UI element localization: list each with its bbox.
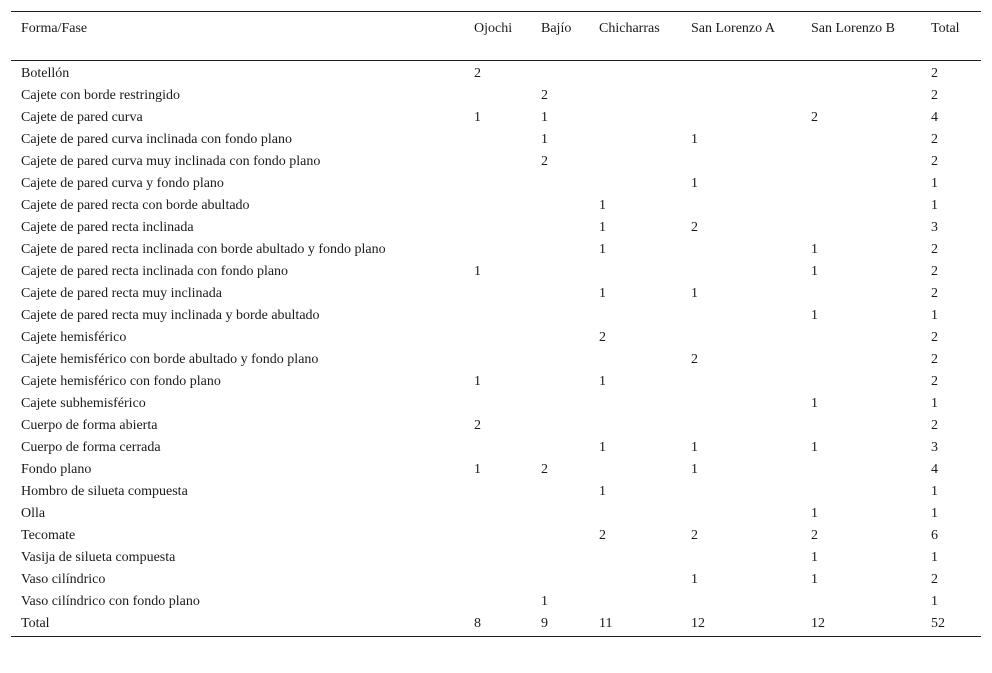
- cell-total: 2: [931, 154, 938, 169]
- cell-san-lorenzo-b: 1: [811, 572, 818, 587]
- cell-forma: Hombro de silueta compuesta: [21, 484, 188, 499]
- cell-total: 1: [931, 550, 938, 565]
- cell-san-lorenzo-b: 1: [811, 506, 818, 521]
- cell-forma: Botellón: [21, 66, 70, 81]
- cell-san-lorenzo-b: [801, 350, 921, 372]
- cell-forma: Cajete subhemisférico: [21, 396, 146, 411]
- cell-chicharras: 1: [599, 242, 606, 257]
- cell-san-lorenzo-b: 12: [811, 616, 825, 631]
- table-row: [11, 108, 981, 130]
- cell-ojochi: 2: [474, 66, 481, 81]
- cell-total: 1: [931, 308, 938, 323]
- cell-san-lorenzo-b: [801, 61, 921, 87]
- cell-san-lorenzo-b: [801, 592, 921, 614]
- table-row: [11, 394, 981, 416]
- cell-chicharras: 2: [599, 528, 606, 543]
- table-row: [11, 570, 981, 592]
- cell-forma: Cajete de pared curva y fondo plano: [21, 176, 224, 191]
- cell-chicharras: 1: [599, 374, 606, 389]
- cell-forma: Vasija de silueta compuesta: [21, 550, 176, 565]
- cell-total: 2: [931, 572, 938, 587]
- cell-chicharras: 1: [599, 286, 606, 301]
- cell-san-lorenzo-a: [681, 504, 801, 526]
- cell-san-lorenzo-b: [801, 196, 921, 218]
- cell-san-lorenzo-b: 2: [811, 528, 818, 543]
- cell-forma: Olla: [21, 506, 46, 521]
- cell-total: 2: [931, 418, 938, 433]
- cell-total: 1: [931, 396, 938, 411]
- table-container: [11, 11, 981, 637]
- cell-forma: Vaso cilíndrico: [21, 572, 106, 587]
- cell-bajio: 1: [541, 110, 548, 125]
- table-row: [11, 438, 981, 460]
- cell-ojochi: [464, 482, 531, 504]
- cell-bajio: [531, 196, 589, 218]
- cell-forma: Cajete hemisférico: [21, 330, 127, 345]
- cell-forma: Cajete hemisférico con borde abultado y fondo plano: [21, 352, 319, 367]
- cell-san-lorenzo-a: 2: [691, 220, 698, 235]
- cell-san-lorenzo-a: 1: [691, 286, 698, 301]
- cell-ojochi: [464, 394, 531, 416]
- cell-ojochi: [464, 152, 531, 174]
- table-row: [11, 130, 981, 152]
- header-total: Total: [931, 21, 960, 36]
- header-row: [11, 12, 981, 61]
- cell-ojochi: 2: [474, 418, 481, 433]
- cell-total: 2: [931, 242, 938, 257]
- cell-ojochi: [464, 306, 531, 328]
- cell-chicharras: 2: [599, 330, 606, 345]
- cell-ojochi: [464, 86, 531, 108]
- table-row: [11, 61, 981, 87]
- cell-chicharras: [589, 86, 681, 108]
- cell-san-lorenzo-b: 1: [811, 396, 818, 411]
- cell-total: 2: [931, 286, 938, 301]
- cell-bajio: [531, 504, 589, 526]
- table-row: [11, 460, 981, 482]
- table-row: [11, 306, 981, 328]
- cell-san-lorenzo-b: 1: [811, 440, 818, 455]
- table-row: [11, 482, 981, 504]
- cell-ojochi: 8: [474, 616, 481, 631]
- cell-bajio: [531, 306, 589, 328]
- cell-bajio: [531, 548, 589, 570]
- header-san-lorenzo-b: San Lorenzo B: [811, 21, 895, 36]
- cell-san-lorenzo-a: [681, 482, 801, 504]
- cell-chicharras: 1: [599, 440, 606, 455]
- cell-bajio: [531, 526, 589, 548]
- cell-chicharras: [589, 130, 681, 152]
- cell-chicharras: [589, 306, 681, 328]
- cell-chicharras: [589, 394, 681, 416]
- cell-forma: Vaso cilíndrico con fondo plano: [21, 594, 200, 609]
- cell-ojochi: [464, 570, 531, 592]
- cell-chicharras: 11: [599, 616, 613, 631]
- cell-san-lorenzo-b: [801, 130, 921, 152]
- table-row: [11, 262, 981, 284]
- cell-bajio: 1: [541, 594, 548, 609]
- cell-chicharras: [589, 570, 681, 592]
- cell-forma: Cajete de pared recta inclinada con fondo plano: [21, 264, 289, 279]
- table-row: [11, 350, 981, 372]
- cell-chicharras: [589, 152, 681, 174]
- cell-san-lorenzo-b: 1: [811, 242, 818, 257]
- cell-forma: Cajete de pared curva muy inclinada con fondo plano: [21, 154, 321, 169]
- cell-forma: Cajete de pared recta con borde abultado: [21, 198, 250, 213]
- cell-san-lorenzo-a: [681, 240, 801, 262]
- cell-san-lorenzo-b: [801, 284, 921, 306]
- cell-bajio: 2: [541, 154, 548, 169]
- cell-san-lorenzo-a: [681, 196, 801, 218]
- cell-ojochi: [464, 174, 531, 196]
- header-chicharras: Chicharras: [599, 21, 660, 36]
- cell-bajio: [531, 61, 589, 87]
- table-row: [11, 152, 981, 174]
- cell-san-lorenzo-a: [681, 306, 801, 328]
- cell-forma: Cajete de pared recta muy inclinada y borde abultado: [21, 308, 320, 323]
- table-row: [11, 174, 981, 196]
- cell-bajio: [531, 284, 589, 306]
- cell-forma: Tecomate: [21, 528, 76, 543]
- table-row: [11, 416, 981, 438]
- cell-chicharras: [589, 61, 681, 87]
- cell-san-lorenzo-a: [681, 328, 801, 350]
- cell-total: 2: [931, 88, 938, 103]
- table-row: [11, 372, 981, 394]
- cell-bajio: 2: [541, 462, 548, 477]
- cell-san-lorenzo-b: 1: [811, 308, 818, 323]
- cell-san-lorenzo-a: [681, 152, 801, 174]
- cell-san-lorenzo-a: [681, 108, 801, 130]
- cell-total: 4: [931, 110, 938, 125]
- cell-total: 2: [931, 330, 938, 345]
- cell-bajio: [531, 218, 589, 240]
- cell-san-lorenzo-b: [801, 416, 921, 438]
- cell-ojochi: [464, 218, 531, 240]
- cell-san-lorenzo-a: [681, 548, 801, 570]
- table-row: [11, 328, 981, 350]
- header-bajio: Bajío: [541, 21, 572, 36]
- cell-total: 52: [931, 616, 945, 631]
- table-row: [11, 218, 981, 240]
- cell-san-lorenzo-a: 1: [691, 132, 698, 147]
- cell-san-lorenzo-a: [681, 86, 801, 108]
- cell-san-lorenzo-a: 1: [691, 462, 698, 477]
- cell-bajio: [531, 416, 589, 438]
- cell-ojochi: [464, 196, 531, 218]
- table-row: [11, 592, 981, 614]
- cell-total: 2: [931, 374, 938, 389]
- table-row: [11, 284, 981, 306]
- cell-bajio: [531, 262, 589, 284]
- header-ojochi: Ojochi: [474, 21, 513, 36]
- table-row: [11, 86, 981, 108]
- cell-total: 1: [931, 506, 938, 521]
- cell-san-lorenzo-a: 12: [691, 616, 705, 631]
- cell-ojochi: [464, 284, 531, 306]
- cell-total: 2: [931, 264, 938, 279]
- cell-san-lorenzo-a: [681, 262, 801, 284]
- cell-san-lorenzo-a: 2: [691, 528, 698, 543]
- cell-bajio: [531, 570, 589, 592]
- cell-chicharras: [589, 548, 681, 570]
- cell-bajio: 1: [541, 132, 548, 147]
- cell-bajio: 2: [541, 88, 548, 103]
- cell-san-lorenzo-a: 1: [691, 440, 698, 455]
- cell-ojochi: 1: [474, 264, 481, 279]
- cell-forma: Cajete de pared curva: [21, 110, 143, 125]
- table-row: [11, 196, 981, 218]
- cell-forma: Cuerpo de forma abierta: [21, 418, 158, 433]
- cell-bajio: [531, 372, 589, 394]
- table-row: [11, 240, 981, 262]
- cell-san-lorenzo-b: 1: [811, 264, 818, 279]
- table-row: [11, 548, 981, 570]
- table-body: [11, 61, 981, 637]
- table-row: [11, 504, 981, 526]
- cell-bajio: [531, 240, 589, 262]
- cell-forma: Cajete de pared recta inclinada: [21, 220, 194, 235]
- header-forma-fase: Forma/Fase: [21, 21, 88, 36]
- cell-forma: Cajete de pared recta inclinada con borde abultado y fondo plano: [21, 242, 386, 257]
- cell-forma: Cuerpo de forma cerrada: [21, 440, 161, 455]
- cell-bajio: [531, 482, 589, 504]
- cell-forma: Cajete de pared curva inclinada con fondo plano: [21, 132, 292, 147]
- cell-total: 2: [931, 352, 938, 367]
- cell-san-lorenzo-b: [801, 482, 921, 504]
- cell-san-lorenzo-b: 2: [811, 110, 818, 125]
- total-row: [11, 614, 981, 637]
- cell-total: 6: [931, 528, 938, 543]
- cell-chicharras: [589, 592, 681, 614]
- cell-ojochi: [464, 350, 531, 372]
- cell-bajio: [531, 174, 589, 196]
- header-san-lorenzo-a: San Lorenzo A: [691, 21, 775, 36]
- cell-san-lorenzo-a: [681, 394, 801, 416]
- cell-bajio: [531, 438, 589, 460]
- cell-san-lorenzo-a: 1: [691, 572, 698, 587]
- cell-total: 2: [931, 132, 938, 147]
- cell-total: 3: [931, 220, 938, 235]
- cell-chicharras: 1: [599, 220, 606, 235]
- cell-forma: Cajete con borde restringido: [21, 88, 181, 103]
- cell-total: 3: [931, 440, 938, 455]
- cell-bajio: 9: [541, 616, 548, 631]
- cell-chicharras: 1: [599, 198, 606, 213]
- cell-ojochi: [464, 526, 531, 548]
- cell-san-lorenzo-b: [801, 460, 921, 482]
- cell-forma: Cajete de pared recta muy inclinada: [21, 286, 222, 301]
- cell-ojochi: [464, 240, 531, 262]
- cell-ojochi: [464, 130, 531, 152]
- cell-san-lorenzo-a: [681, 416, 801, 438]
- cell-total: 2: [931, 66, 938, 81]
- cell-ojochi: 1: [474, 462, 481, 477]
- cell-san-lorenzo-b: [801, 372, 921, 394]
- cell-ojochi: 1: [474, 110, 481, 125]
- cell-forma: Fondo plano: [21, 462, 92, 477]
- cell-total: 1: [931, 594, 938, 609]
- cell-bajio: [531, 394, 589, 416]
- cell-chicharras: [589, 416, 681, 438]
- table-header: [11, 12, 981, 61]
- cell-chicharras: [589, 262, 681, 284]
- cell-ojochi: [464, 328, 531, 350]
- cell-san-lorenzo-a: [681, 61, 801, 87]
- cell-forma: Total: [21, 616, 50, 631]
- cell-san-lorenzo-a: 1: [691, 176, 698, 191]
- cell-san-lorenzo-b: [801, 152, 921, 174]
- cell-san-lorenzo-b: [801, 174, 921, 196]
- cell-chicharras: [589, 350, 681, 372]
- cell-total: 1: [931, 198, 938, 213]
- cell-san-lorenzo-a: 2: [691, 352, 698, 367]
- cell-chicharras: 1: [599, 484, 606, 499]
- cell-bajio: [531, 328, 589, 350]
- cell-san-lorenzo-b: [801, 86, 921, 108]
- cell-san-lorenzo-b: 1: [811, 550, 818, 565]
- cell-ojochi: [464, 592, 531, 614]
- cell-chicharras: [589, 460, 681, 482]
- forma-fase-table: [11, 11, 981, 637]
- cell-chicharras: [589, 174, 681, 196]
- cell-san-lorenzo-b: [801, 218, 921, 240]
- cell-ojochi: 1: [474, 374, 481, 389]
- cell-san-lorenzo-a: [681, 372, 801, 394]
- table-row: [11, 526, 981, 548]
- cell-san-lorenzo-a: [681, 592, 801, 614]
- cell-ojochi: [464, 504, 531, 526]
- cell-total: 4: [931, 462, 938, 477]
- cell-ojochi: [464, 438, 531, 460]
- cell-bajio: [531, 350, 589, 372]
- cell-chicharras: [589, 504, 681, 526]
- cell-forma: Cajete hemisférico con fondo plano: [21, 374, 221, 389]
- cell-san-lorenzo-b: [801, 328, 921, 350]
- cell-total: 1: [931, 484, 938, 499]
- cell-chicharras: [589, 108, 681, 130]
- cell-ojochi: [464, 548, 531, 570]
- cell-total: 1: [931, 176, 938, 191]
